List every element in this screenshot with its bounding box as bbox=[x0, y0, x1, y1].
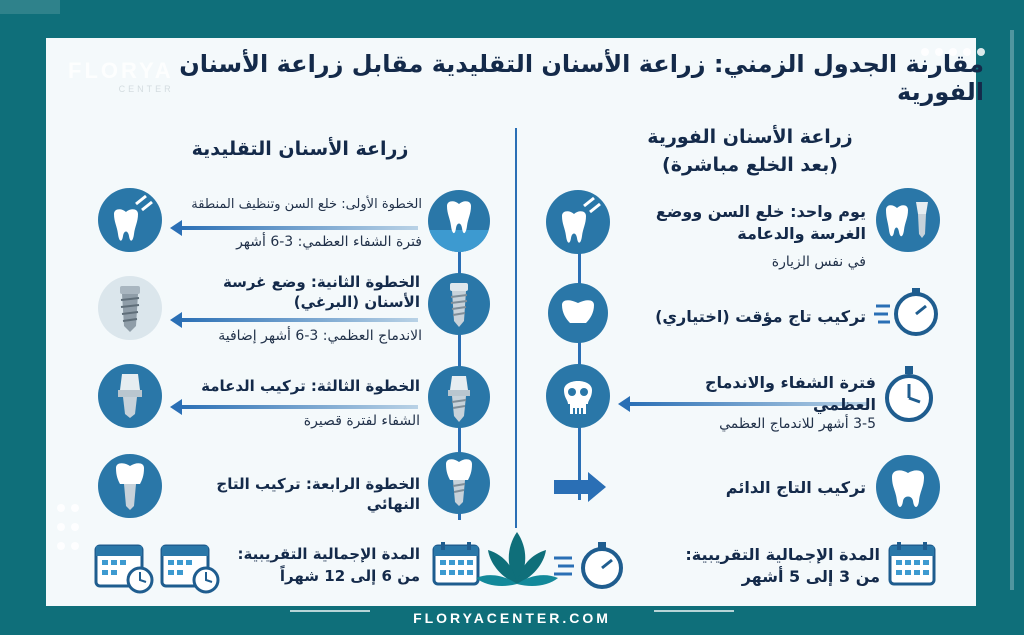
traditional-step2-note: الاندماج العظمي: 3-6 أشهر إضافية bbox=[218, 328, 422, 344]
immediate-total-value: من 3 إلى 5 أشهر bbox=[741, 567, 880, 586]
traditional-step2-title: الخطوة الثانية: وضع غرسة الأسنان (البرغي) bbox=[223, 273, 420, 312]
lotus-logo-icon bbox=[472, 528, 562, 602]
immediate-timeline-line bbox=[578, 220, 581, 500]
crown-implant-icon bbox=[98, 454, 162, 518]
immediate-step2-title: تركيب تاج مؤقت (اختياري) bbox=[655, 307, 866, 326]
immediate-total-label: المدة الإجمالية التقريبية: bbox=[685, 545, 880, 564]
traditional-total-value: من 6 إلى 12 شهراً bbox=[279, 567, 420, 585]
immediate-step1-side-icon bbox=[876, 188, 940, 252]
immediate-step3-icon-circle bbox=[546, 364, 610, 428]
calendar-clock-icon bbox=[94, 540, 156, 594]
abutment-icon bbox=[428, 366, 490, 428]
implant-screw-icon bbox=[428, 273, 490, 335]
immediate-step1-note: في نفس الزيارة bbox=[771, 254, 866, 270]
traditional-step3-note: الشفاء لفترة قصيرة bbox=[303, 413, 420, 429]
traditional-step3-title: الخطوة الثالثة: تركيب الدعامة bbox=[201, 377, 420, 395]
frame-accent-top-left bbox=[0, 0, 60, 14]
tooth-implant-icon bbox=[876, 188, 940, 252]
immediate-step4-title: تركيب التاج الدائم bbox=[725, 478, 866, 497]
arrow-right-icon bbox=[552, 470, 608, 504]
traditional-step3-icon-circle bbox=[428, 366, 490, 428]
traditional-step1-side-icon bbox=[98, 188, 162, 252]
immediate-step4-side-icon bbox=[876, 455, 940, 519]
traditional-step1-arrow bbox=[178, 226, 418, 230]
tooth-forceps-icon bbox=[98, 188, 162, 252]
arrow-left-icon bbox=[170, 312, 182, 328]
traditional-step1-title: الخطوة الأولى: خلع السن وتنظيف المنطقة bbox=[191, 197, 422, 212]
immediate-step2-icon-circle bbox=[548, 283, 608, 343]
dots-decoration-bottom-left bbox=[54, 500, 90, 557]
crown-implant-icon bbox=[428, 452, 490, 514]
traditional-step1-icon-circle bbox=[428, 190, 490, 252]
traditional-step4-icon-circle bbox=[428, 452, 490, 514]
traditional-step4-title: الخطوة الرابعة: تركيب التاج النهائي bbox=[216, 475, 420, 514]
footer-website: FLORYACENTER.COM bbox=[413, 610, 611, 626]
implant-screw-icon bbox=[98, 276, 162, 340]
immediate-step3-title: فترة الشفاء والاندماج العظمي bbox=[704, 373, 876, 414]
brand-name: FLORYA bbox=[68, 58, 174, 83]
column-divider bbox=[515, 128, 517, 528]
page-title: مقارنة الجدول الزمني: زراعة الأسنان التقليدية مقابل زراعة الأسنان الفورية bbox=[179, 50, 984, 106]
immediate-step3-note: 3-5 أشهر للاندماج العظمي bbox=[719, 416, 876, 432]
frame-accent-right bbox=[1010, 30, 1014, 590]
traditional-step4-side-icon bbox=[98, 454, 162, 518]
traditional-step2-arrow bbox=[178, 318, 418, 322]
immediate-step1-icon-circle bbox=[546, 190, 610, 254]
immediate-column-title: زراعة الأسنان الفورية bbox=[647, 126, 853, 148]
immediate-step1-title: يوم واحد: خلع السن ووضع الغرسة والدعامة bbox=[655, 202, 866, 243]
traditional-step3-arrow bbox=[178, 405, 418, 409]
brand-sub: CENTER bbox=[118, 84, 174, 94]
skull-icon bbox=[546, 364, 610, 428]
traditional-step1-note: فترة الشفاء العظمي: 3-6 أشهر bbox=[236, 234, 422, 250]
traditional-step2-icon-circle bbox=[428, 273, 490, 335]
traditional-total-label: المدة الإجمالية التقريبية: bbox=[237, 545, 420, 563]
arrow-left-icon bbox=[618, 396, 630, 412]
stopwatch-icon bbox=[552, 540, 628, 590]
tooth-icon bbox=[876, 455, 940, 519]
abutment-icon bbox=[98, 364, 162, 428]
traditional-step3-side-icon bbox=[98, 364, 162, 428]
tooth-extraction-icon bbox=[428, 190, 490, 252]
traditional-column-title: زراعة الأسنان التقليدية bbox=[191, 138, 409, 160]
footer bbox=[0, 608, 1024, 627]
temporary-crown-icon bbox=[548, 283, 608, 343]
stopwatch-icon bbox=[872, 284, 942, 340]
immediate-column-subtitle: (بعد الخلع مباشرة) bbox=[662, 154, 838, 176]
calendar-icon bbox=[888, 540, 938, 586]
traditional-step2-side-icon bbox=[98, 276, 162, 340]
stopwatch-icon bbox=[880, 362, 938, 424]
tooth-extraction-icon bbox=[546, 190, 610, 254]
calendar-clock-icon bbox=[160, 540, 222, 594]
